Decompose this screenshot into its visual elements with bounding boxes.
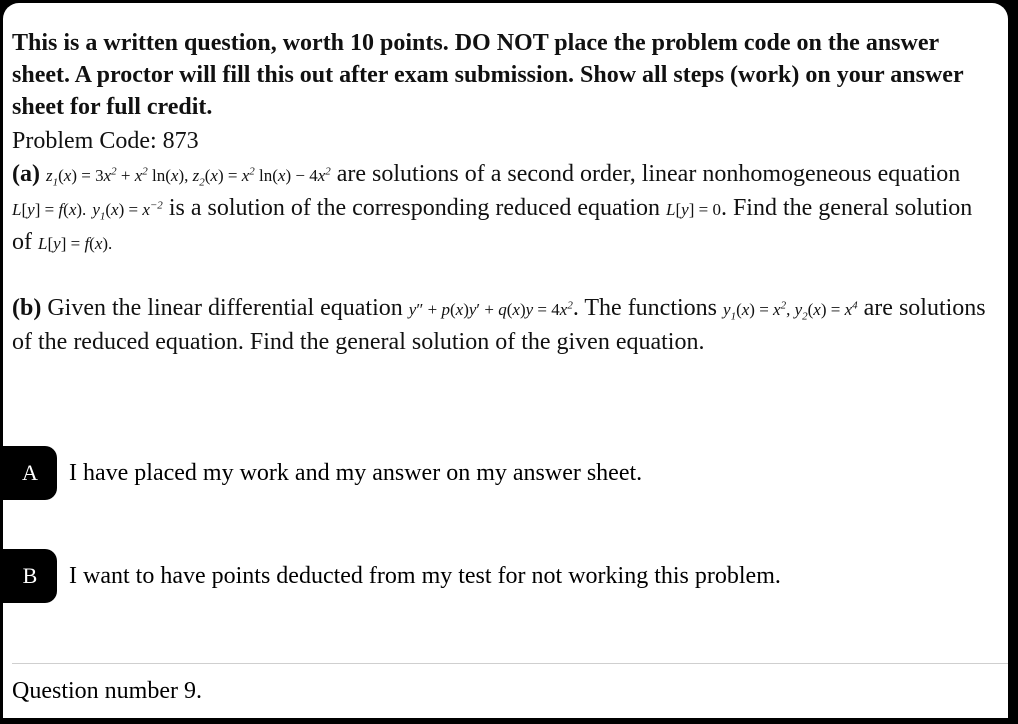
math-ly-fx: L[y] = f(x). — [12, 200, 87, 219]
part-a-text1: are solutions of a second order, linear nonhomogeneous equation — [336, 161, 961, 187]
math-ode: $y'' + p(x)y' + q(x)y = 4x^2$ — [408, 299, 573, 319]
part-a-text3: . Find the general solution of — [12, 195, 973, 255]
math-y1-y2: $y_1(x) = x^2$, $y_2(x) = x^4$ — [723, 299, 858, 323]
part-a-text2: is a solution of the corresponding reduced equation — [168, 195, 661, 221]
problem-code: Problem Code: 873 — [12, 128, 199, 154]
part-a-label: (a) — [12, 161, 40, 187]
part-b-text2: . The functions — [572, 295, 718, 321]
choice-b-badge[interactable]: B — [3, 549, 57, 603]
divider — [12, 663, 1008, 664]
choice-b-text: I want to have points deducted from my test for not working this problem. — [69, 562, 781, 589]
part-b — [12, 292, 997, 359]
choice-a-text: I have placed my work and my answer on my answer sheet. — [69, 459, 643, 486]
question-content — [12, 27, 997, 359]
question-number: Question number 9. — [12, 678, 202, 704]
math-y1: $y_1(x) = x^{-2}$ — [92, 199, 163, 223]
instructions-text: This is a written question, worth 10 points. DO NOT place the problem code on the answer sheet. A proctor will fill this out after exam submission. Show all steps (work) on your answer sheet for full credit. — [12, 30, 964, 120]
choice-b-option[interactable] — [3, 549, 781, 603]
choice-a-option[interactable] — [3, 446, 642, 500]
part-a — [12, 158, 997, 260]
part-b-text3: are solutions of the reduced equation. Find the general solution of the given equation. — [12, 295, 986, 355]
math-z1-z2: $z_1(x) = 3x^2 + x^2$ ln(x), $z_2(x) = x^2$ $\ln(x) - 4x^2$ — [45, 165, 331, 189]
choice-a-badge[interactable]: A — [3, 446, 57, 500]
math-ly-fx-end: L[y] = f(x). — [38, 234, 113, 253]
part-b-text1: Given the linear differential equation — [47, 295, 403, 321]
part-b-label: (b) — [12, 295, 42, 321]
question-card — [3, 3, 1008, 718]
math-ly-zero: L[y] = 0 — [666, 200, 721, 219]
